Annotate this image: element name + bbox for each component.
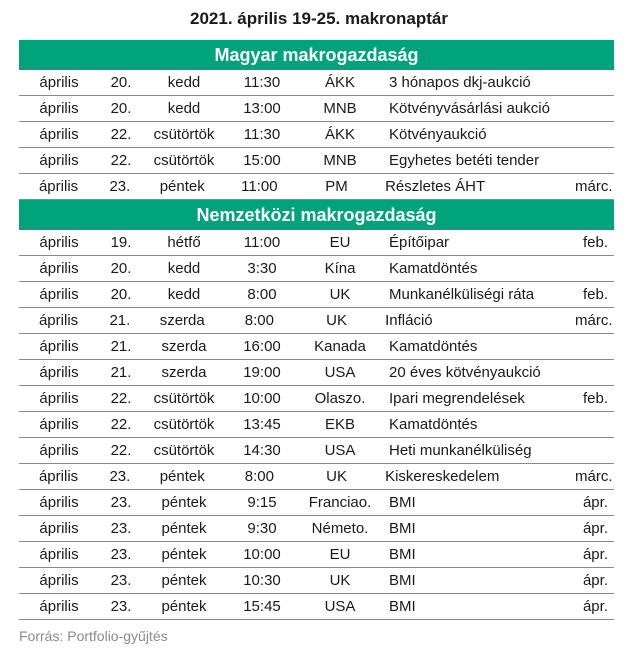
weekday-cell: csütörtök <box>153 152 215 169</box>
time-cell: 13:00 <box>243 100 281 117</box>
month-cell: április <box>39 442 79 459</box>
day-cell: 21. <box>110 364 132 381</box>
time-cell: 15:45 <box>243 598 281 615</box>
page-title: 2021. április 19-25. makronaptár <box>190 9 448 28</box>
event-cell: Kamatdöntés <box>389 338 478 355</box>
day-cell: 20. <box>110 260 132 277</box>
period-cell: ápr. <box>582 520 608 537</box>
source-cell: USA <box>324 442 356 459</box>
period-cell: ápr. <box>582 546 608 563</box>
table-row <box>19 360 614 386</box>
event-cell: Ipari megrendelések <box>389 390 525 407</box>
month-cell: április <box>39 416 79 433</box>
weekday-cell: szerda <box>159 312 205 329</box>
month-cell: április <box>38 312 79 329</box>
day-cell: 20. <box>110 74 132 91</box>
source-cell: Németo. <box>311 520 369 537</box>
period-cell: ápr. <box>582 572 608 589</box>
time-cell: 16:00 <box>243 338 281 355</box>
source-cell: Franciao. <box>308 494 372 511</box>
weekday-cell: péntek <box>161 598 207 615</box>
table-row <box>19 148 614 174</box>
period-cell: feb. <box>582 390 608 407</box>
day-cell: 22. <box>110 126 132 143</box>
month-cell: április <box>39 364 79 381</box>
weekday-cell: szerda <box>161 338 207 355</box>
day-cell: 22. <box>110 442 132 459</box>
weekday-cell: hétfő <box>167 234 201 251</box>
weekday-cell: kedd <box>167 260 201 277</box>
event-cell: BMI <box>389 572 416 589</box>
period-cell: ápr. <box>582 598 608 615</box>
month-cell: április <box>39 598 79 615</box>
table-row <box>19 438 614 464</box>
source-cell: Kanada <box>314 338 366 355</box>
table-row <box>19 568 614 594</box>
time-cell: 9:15 <box>247 494 277 511</box>
event-cell: 20 éves kötvényaukció <box>389 364 541 381</box>
time-cell: 3:30 <box>247 260 277 277</box>
table-row <box>19 282 614 308</box>
period-cell: márc. <box>575 178 613 195</box>
source-cell: EU <box>329 234 351 251</box>
source-cell: EKB <box>324 416 355 433</box>
day-cell: 23. <box>110 494 132 511</box>
source-cell: ÁKK <box>324 126 355 143</box>
source-cell: UK <box>326 312 347 329</box>
month-cell: április <box>39 494 79 511</box>
weekday-cell: péntek <box>161 572 207 589</box>
weekday-cell: péntek <box>161 546 207 563</box>
period-cell: márc. <box>575 468 613 485</box>
table-row <box>19 308 614 334</box>
day-cell: 23. <box>110 520 132 537</box>
weekday-cell: csütörtök <box>153 416 215 433</box>
event-cell: Infláció <box>385 312 433 329</box>
weekday-cell: kedd <box>167 100 201 117</box>
event-cell: Heti munkanélküliség <box>389 442 532 459</box>
event-cell: 3 hónapos dkj-aukció <box>389 74 531 91</box>
event-cell: BMI <box>389 598 416 615</box>
day-cell: 22. <box>110 152 132 169</box>
source-cell: MNB <box>323 152 357 169</box>
table-row <box>19 516 614 542</box>
weekday-cell: csütörtök <box>153 126 215 143</box>
month-cell: április <box>39 520 79 537</box>
weekday-cell: szerda <box>161 364 207 381</box>
month-cell: április <box>39 152 79 169</box>
table-row <box>19 412 614 438</box>
day-cell: 23. <box>110 572 132 589</box>
event-cell: Kötvényaukció <box>389 126 487 143</box>
month-cell: április <box>39 286 79 303</box>
table-row <box>19 230 614 256</box>
source-cell: EU <box>329 546 351 563</box>
source-cell: UK <box>329 286 351 303</box>
event-cell: Kiskereskedelem <box>385 468 500 485</box>
time-cell: 9:30 <box>247 520 277 537</box>
table-row <box>19 122 614 148</box>
month-cell: április <box>39 74 79 91</box>
day-cell: 23. <box>109 468 131 485</box>
weekday-cell: csütörtök <box>153 442 215 459</box>
source-cell: USA <box>324 598 356 615</box>
month-cell: április <box>39 260 79 277</box>
source-cell: Kína <box>324 260 356 277</box>
source-cell: ÁKK <box>324 74 355 91</box>
section-header: Nemzetközi makrogazdaság <box>19 200 614 230</box>
time-cell: 11:30 <box>243 126 281 143</box>
month-cell: április <box>39 126 79 143</box>
time-cell: 14:30 <box>243 442 281 459</box>
day-cell: 23. <box>110 546 132 563</box>
event-cell: Kamatdöntés <box>389 260 478 277</box>
weekday-cell: kedd <box>167 74 201 91</box>
day-cell: 20. <box>110 286 132 303</box>
event-cell: Építőipar <box>389 234 450 251</box>
period-cell: feb. <box>582 234 608 251</box>
event-cell: Kamatdöntés <box>389 416 478 433</box>
day-cell: 21. <box>110 338 132 355</box>
table-row <box>19 256 614 282</box>
macro-calendar-table <box>19 40 614 620</box>
day-cell: 20. <box>110 100 132 117</box>
event-cell: BMI <box>389 520 416 537</box>
month-cell: április <box>39 546 79 563</box>
weekday-cell: péntek <box>161 520 207 537</box>
time-cell: 10:30 <box>243 572 281 589</box>
period-cell: márc. <box>575 312 613 329</box>
event-cell: Részletes ÁHT <box>385 178 486 195</box>
weekday-cell: péntek <box>161 494 207 511</box>
time-cell: 15:00 <box>243 152 281 169</box>
time-cell: 8:00 <box>244 468 274 485</box>
table-row <box>19 542 614 568</box>
weekday-cell: kedd <box>167 286 201 303</box>
weekday-cell: csütörtök <box>153 390 215 407</box>
table-row <box>19 174 614 200</box>
table-row <box>19 96 614 122</box>
time-cell: 10:00 <box>243 390 281 407</box>
event-cell: Munkanélküliségi ráta <box>389 286 535 303</box>
event-cell: Egyhetes betéti tender <box>389 152 540 169</box>
section-header: Magyar makrogazdaság <box>19 40 614 70</box>
table-row <box>19 490 614 516</box>
weekday-cell: péntek <box>159 468 205 485</box>
day-cell: 22. <box>110 416 132 433</box>
month-cell: április <box>39 234 79 251</box>
time-cell: 19:00 <box>243 364 281 381</box>
period-cell: feb. <box>582 286 608 303</box>
event-cell: BMI <box>389 546 416 563</box>
month-cell: április <box>38 178 79 195</box>
table-row <box>19 334 614 360</box>
source-note: Forrás: Portfolio-gyűjtés <box>19 628 168 644</box>
time-cell: 11:30 <box>243 74 281 91</box>
time-cell: 13:45 <box>243 416 281 433</box>
source-cell: USA <box>324 364 356 381</box>
day-cell: 21. <box>109 312 131 329</box>
month-cell: április <box>39 390 79 407</box>
table-row <box>19 70 614 96</box>
month-cell: április <box>39 338 79 355</box>
event-cell: Kötvényvásárlási aukció <box>389 100 550 117</box>
time-cell: 11:00 <box>243 234 281 251</box>
table-row <box>19 464 614 490</box>
period-cell: ápr. <box>582 494 608 511</box>
source-cell: PM <box>325 178 348 195</box>
time-cell: 11:00 <box>241 178 278 195</box>
source-cell: UK <box>329 572 351 589</box>
day-cell: 23. <box>109 178 131 195</box>
month-cell: április <box>39 100 79 117</box>
time-cell: 8:00 <box>244 312 274 329</box>
time-cell: 10:00 <box>243 546 281 563</box>
month-cell: április <box>38 468 79 485</box>
day-cell: 19. <box>110 234 132 251</box>
weekday-cell: péntek <box>159 178 205 195</box>
day-cell: 22. <box>110 390 132 407</box>
table-row <box>19 386 614 412</box>
day-cell: 23. <box>110 598 132 615</box>
event-cell: BMI <box>389 494 416 511</box>
table-row <box>19 594 614 620</box>
month-cell: április <box>39 572 79 589</box>
source-cell: Olaszo. <box>314 390 366 407</box>
source-cell: UK <box>326 468 347 485</box>
source-cell: MNB <box>323 100 357 117</box>
time-cell: 8:00 <box>247 286 277 303</box>
